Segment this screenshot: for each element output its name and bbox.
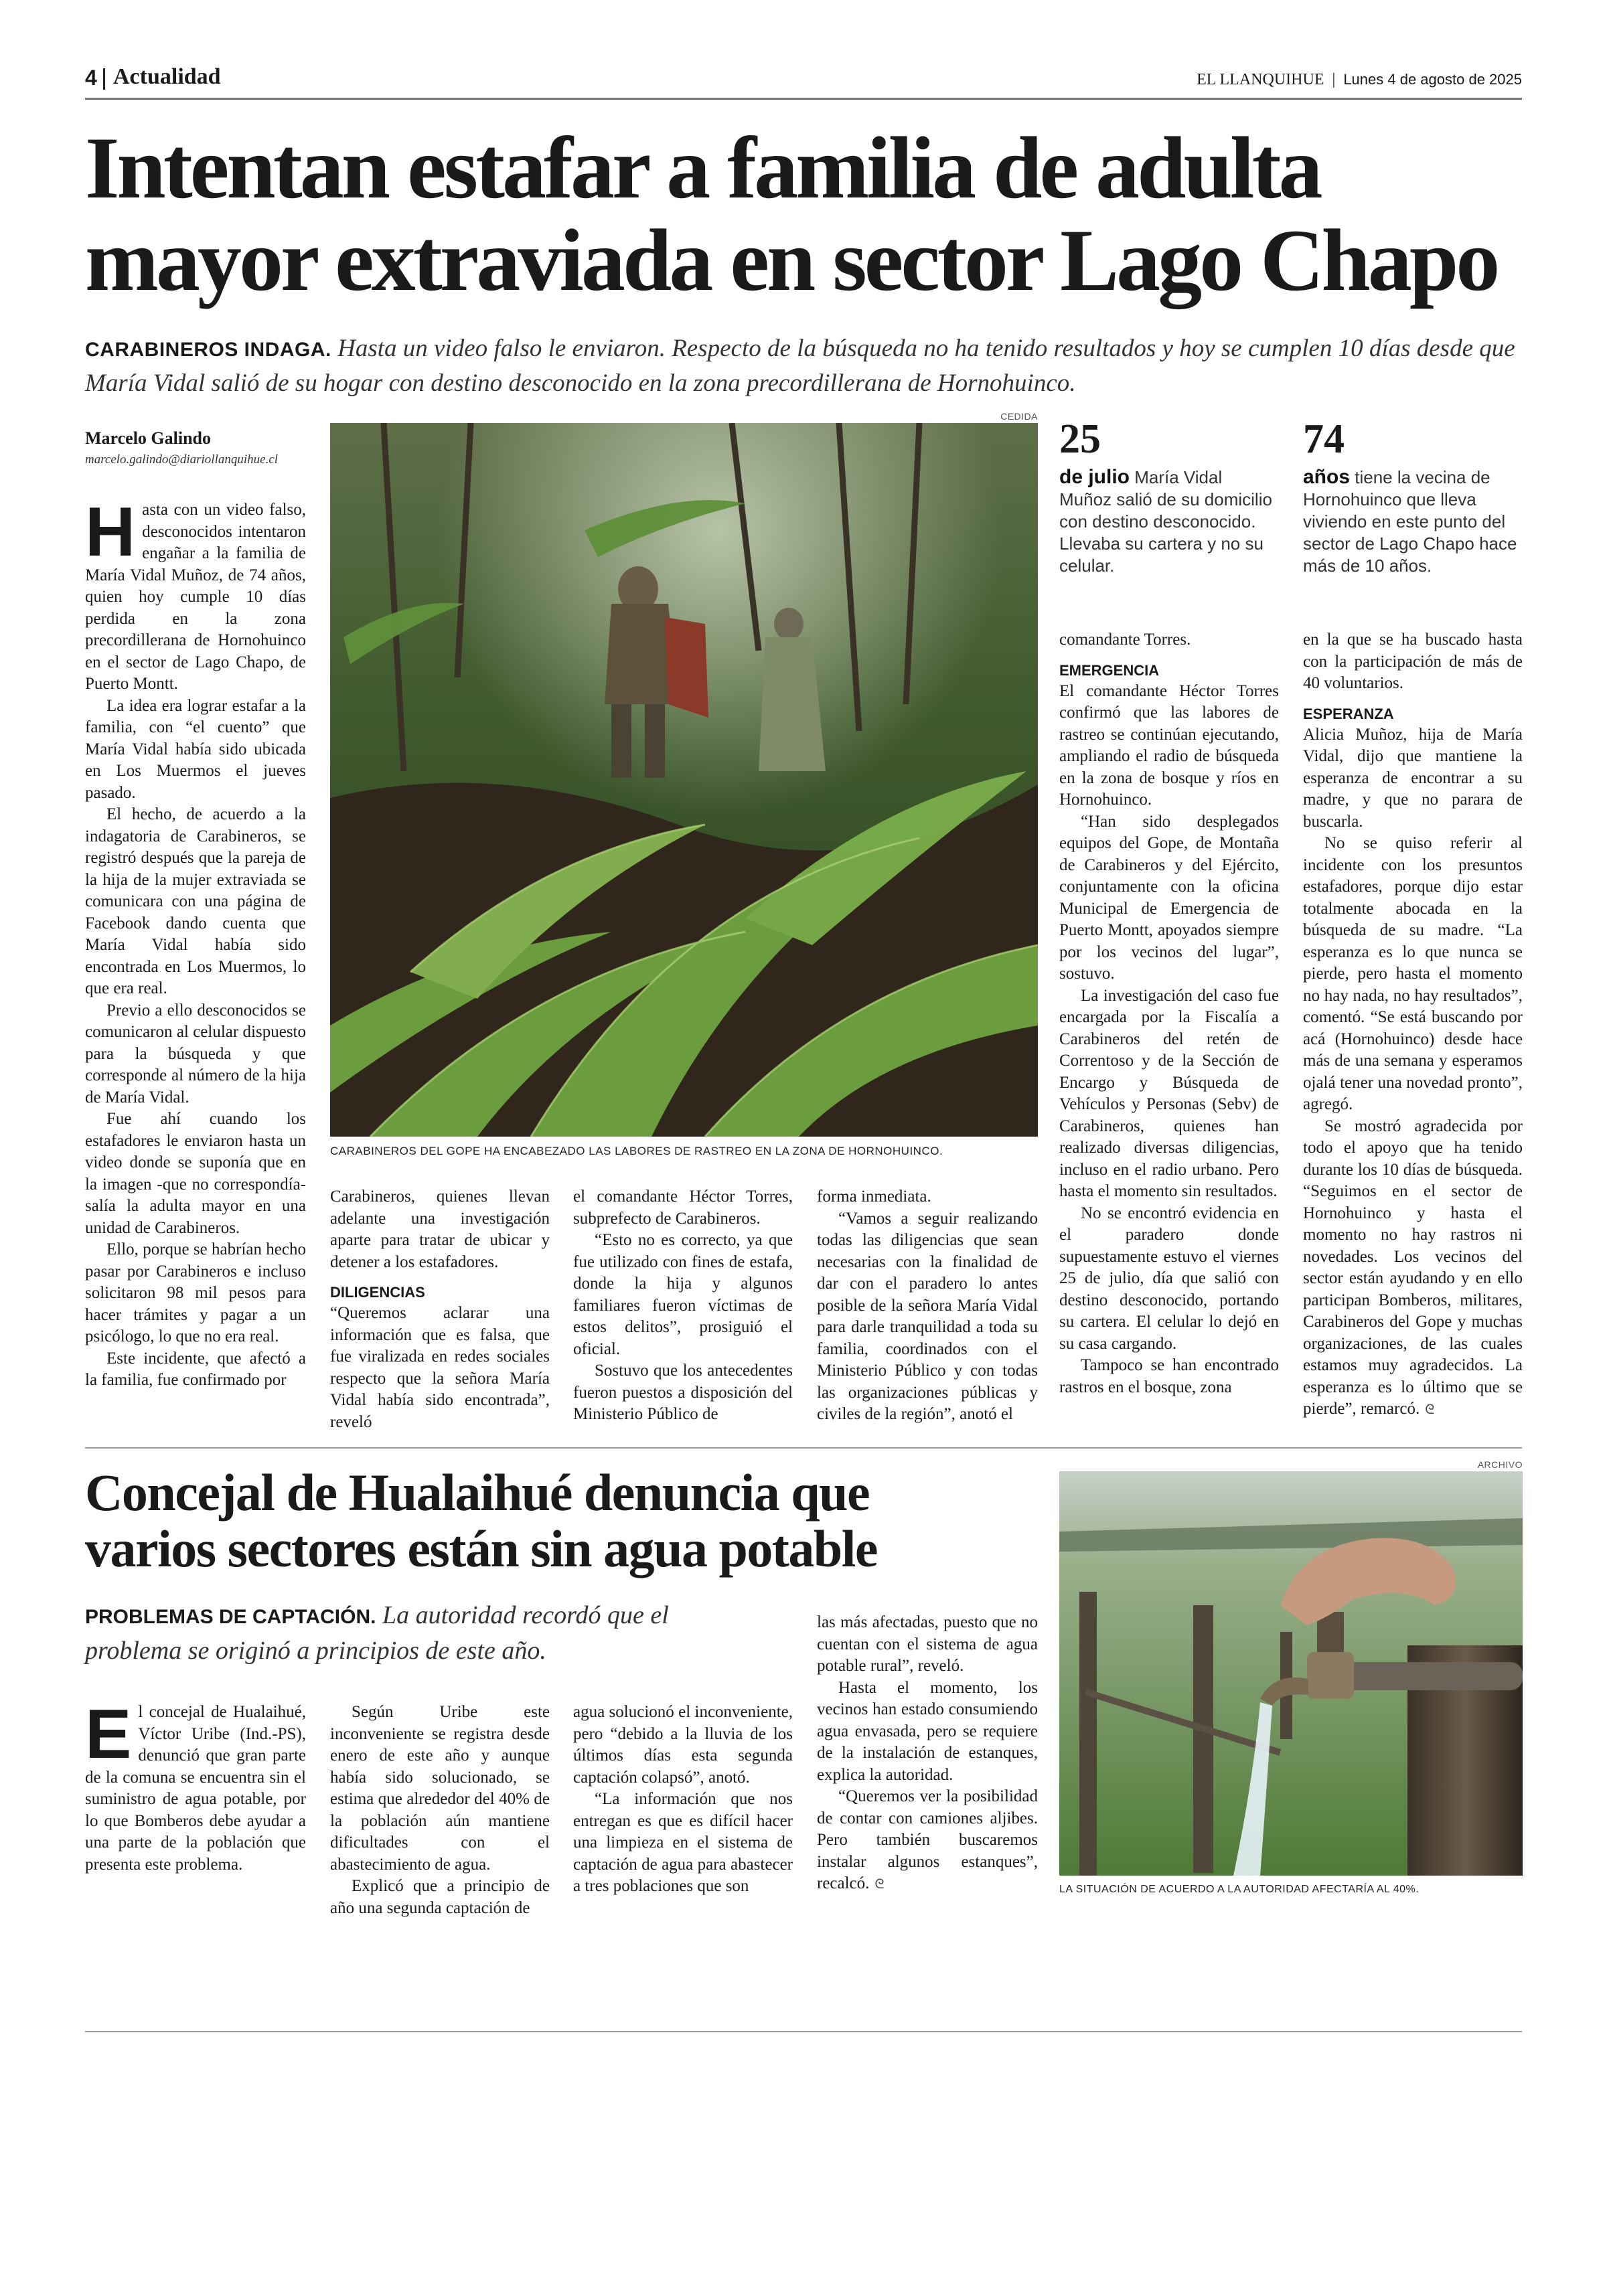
forest-search-photo [330,423,1038,1137]
article2-column-2 [330,1702,550,1919]
paragraph: “Queremos aclarar una información que es falsa, que fue viralizada en redes sociales respecto que la señora María Vidal había sido encontrada”, reveló [330,1304,550,1431]
lede-text: La autoridad recordó que el problema se originó a principios de este año. [85,1601,669,1665]
drop-cap: H [85,493,136,571]
paragraph: “Han sido desplegados equipos del Gope, de Montaña de Carabineros y del Ejército, conjuntamente con la oficina Municipal de Emergencia de Puerto Montt, apoyados siempre por los vecinos del lugar”, sostuvo. [1059,812,1279,983]
newspaper-name: EL LLANQUIHUE [1197,71,1324,88]
paragraph: forma inmediata. [817,1187,931,1206]
end-mark-icon: ᘓ [1425,1401,1435,1417]
photo-caption: LA SITUACIÓN DE ACUERDO A LA AUTORIDAD AFECTARÍA AL 40%. [1059,1884,1420,1895]
paragraph: Hasta el momento, los vecinos han estado consumiendo agua envasada, pero se requiere de la instalación de estanques, explica la autoridad. [817,1678,1038,1784]
headline-line: varios sectores están sin agua potable [85,1520,878,1578]
headline-line: Intentan estafar a familia de adulta [85,118,1320,217]
article1-column-5 [1059,629,1279,1398]
author-email: marcelo.galindo@diariollanquihue.cl [85,453,279,467]
paragraph: Explicó que a principio de año una segunda captación de [330,1877,550,1917]
photo-credit: ARCHIVO [1477,1459,1523,1470]
page-number: 4 [85,66,97,90]
article2-column-1 [85,1696,306,1876]
photo-credit: CEDIDA [1000,411,1038,422]
article1-column-1 [85,493,306,1392]
page-bottom-rule [85,2031,1522,2032]
article1-column-4 [817,1186,1038,1426]
page-header: 4 Actualidad EL LLANQUIHUE | Lunes 4 de agosto de 2025 [85,64,1522,90]
water-tap-photo [1059,1471,1523,1876]
photo-caption: CARABINEROS DEL GOPE HA ENCABEZADO LAS LABORES DE RASTREO EN LA ZONA DE HORNOHUINCO. [330,1145,943,1157]
paragraph: Sostuvo que los antecedentes fueron puestos a disposición del Ministerio Público de [573,1362,793,1423]
fact-box-date [1059,418,1274,577]
fact-text: tiene la vecina de Hornohuinco que lleva viviendo en este punto del sector de Lago Chapo hace más de 10 años. [1303,467,1517,576]
headline-line: Concejal de Hualaihué denuncia que [85,1463,870,1522]
paragraph: Ello, porque se habrían hecho pasar por Carabineros e incluso solicitaron 98 mil pesos para hacer trámites y pagar a un psicólogo, lo que no era real. [85,1240,306,1345]
kicker: CARABINEROS INDAGA. [85,339,331,361]
fact-text: María Vidal Muñoz salió de su domicilio con destino desconocido. Llevaba su cartera y no su celular. [1059,467,1272,576]
paragraph: Este incidente, que afectó a la familia, fue confirmado por [85,1349,306,1389]
author-name: Marcelo Galindo [85,428,212,448]
subhead: ESPERANZA [1303,705,1394,722]
fact-unit: de julio [1059,466,1130,488]
paragraph: Según Uribe este inconveniente se registra desde enero de este año y aunque había sido solucionado, se estima que alrededor del 40% de la población aún mantiene dificultades con el abastecimiento de agua. [330,1703,550,1874]
lede-text: Hasta un video falso le enviaron. Respecto de la búsqueda no ha tenido resultados y hoy se cumplen 10 días desde que María Vidal salió de su hogar con destino desconocido en la zona precordillerana de Hornohuinco. [85,335,1515,397]
paragraph: en la que se ha buscado hasta con la participación de más de 40 voluntarios. [1303,631,1523,692]
paragraph: “Queremos ver la posibilidad de contar con camiones aljibes. Pero también buscaremos instalar algunos estanques”, recalcó. [817,1787,1038,1892]
paragraph: el comandante Héctor Torres, subprefecto de Carabineros. [573,1187,793,1228]
paragraph: “Vamos a seguir realizando todas las diligencias que sean necesarias con la finalidad de dar con el paradero lo antes posible de la señora María Vidal para darle tranquilidad a toda su familia, coordinados con el Ministerio Público y con todas las organizaciones públicas y civiles de la región”, anotó el [817,1209,1038,1423]
paragraph: comandante Torres. [1059,631,1191,649]
drop-cap: E [85,1696,132,1773]
paragraph: Se mostró agradecida por todo el apoyo que ha tenido durante los 10 días de búsqueda. “Seguimos en el sector de Hornohuinco y hasta el momento no hay rastros ni novedades. Los vecinos del sector están ayudando y en ello participan Bomberos, militares, Carabineros del Gope y muchas organizaciones, de las cuales estamos muy agradecidos. La esperanza es lo último que se pierde”, remarcó. [1303,1117,1523,1418]
article-separator [85,1447,1522,1449]
paragraph: l concejal de Hualaihué, Víctor Uribe (Ind.-PS), denunció que gran parte de la comuna se encuentra sin el suministro de agua potable, por lo que Bomberos debe ayudar a una parte de la población que presenta este problema. [85,1703,306,1874]
end-mark-icon: ᘓ [874,1876,885,1892]
subhead: EMERGENCIA [1059,661,1160,679]
fact-number: 74 [1303,416,1345,462]
article1-column-3 [573,1186,793,1426]
paragraph: “Esto no es correcto, ya que fue utilizado con fines de estafa, donde la hija y algunos familiares fueron víctimas de estos delitos”, prosiguió el oficial. [573,1231,793,1358]
paragraph: El hecho, de acuerdo a la indagatoria de Carabineros, se registró después que la pareja de la hija de la mujer extraviada se comunicara con una página de Facebook dando cuenta que María Vidal había sido encontrada en Los Muermos, lo que era real. [85,805,306,997]
byline [85,428,313,467]
paragraph: Fue ahí cuando los estafadores le enviaron hasta un video donde se suponía que en la imagen -que no correspondía- salía la adulta mayor en una unidad de Carabineros. [85,1110,306,1237]
article1-column-2 [330,1186,550,1433]
section-name: Actualidad [113,64,221,89]
paragraph: El comandante Héctor Torres confirmó que las labores de rastreo se continúan ejecutando, ampliando el radio de búsqueda en la zona de bosque y ríos en Hornohuinco. [1059,681,1279,809]
paragraph: La investigación del caso fue encargada por la Fiscalía a Carabineros del retén de Correntoso y de la Sección de Encargo y Búsqueda de Vehículos y Personas (Sebv) de Carabineros, quienes han realizado diversas diligencias, incluso en el radio urbano. Pero hasta el momento sin resultados. [1059,986,1279,1200]
paragraph: las más afectadas, puesto que no cuentan con el sistema de agua potable rural”, reveló. [817,1613,1038,1675]
paragraph: asta con un video falso, desconocidos intentaron engañar a la familia de María Vidal Muñoz, de 74 años, quien hoy cumple 10 días perdida en la zona precordillerana de Hornohuinco en el sector de Lago Chapo, de Puerto Montt. [85,501,306,693]
article2-column-4 [817,1612,1038,1895]
article1-headline [85,118,1531,309]
paragraph: No se encontró evidencia en el paradero donde supuestamente estuvo el viernes 25 de julio, día que salió con destino desconocido, portando su cartera. El celular lo dejó en su casa cargando. [1059,1204,1279,1353]
paragraph: Tampoco se han encontrado rastros en el bosque, zona [1059,1356,1279,1396]
kicker: PROBLEMAS DE CAPTACIÓN. [85,1606,376,1628]
paragraph: La idea era lograr estafar a la familia, con “el cuento” que María Vidal había sido ubicada en Los Muermos el jueves pasado. [85,696,306,802]
issue-date: Lunes 4 de agosto de 2025 [1343,71,1522,88]
paragraph: Alicia Muñoz, hija de María Vidal, dijo que mantiene la esperanza de encontrar a su madre, y que no parara de buscarla. [1303,725,1523,831]
subhead: DILIGENCIAS [330,1284,425,1301]
paragraph: Carabineros, quienes llevan adelante una investigación aparte para tratar de ubicar y detener a los estafadores. [330,1187,550,1271]
paragraph: No se quiso referir al incidente con los presuntos estafadores, porque dijo estar totalmente abocada en la búsqueda de su madre. “La esperanza es lo que nunca se pierde, pero hasta el momento no hay nada, no hay resultados”, comentó. “Se está buscando por acá (Hornohuinco) desde hace más de una semana y esperamos ojalá tener una novedad pronto”, agregó. [1303,834,1523,1113]
fact-number: 25 [1059,416,1101,462]
paragraph: Previo a ello desconocidos se comunicaron al celular dispuesto para la búsqueda y que corresponde al número de la hija de María Vidal. [85,1001,306,1106]
paragraph: agua solucionó el inconveniente, pero “debido a la lluvia de los últimos días esta segunda captación colapsó”, anotó. [573,1703,793,1787]
article2-headline [85,1465,1063,1577]
article2-column-3 [573,1702,793,1898]
headline-line: mayor extraviada en sector Lago Chapo [85,211,1498,309]
article2-lede [85,1598,755,1667]
fact-unit: años [1303,466,1351,488]
header-divider [103,68,105,90]
paragraph: “La información que nos entregan es que es difícil hacer una limpieza en el sistema de captación de agua para abastecer a tres poblaciones que son [573,1790,793,1895]
fact-box-age [1303,418,1521,577]
article1-column-6 [1303,629,1523,1420]
header-rule [85,98,1522,100]
article1-lede [85,332,1525,400]
